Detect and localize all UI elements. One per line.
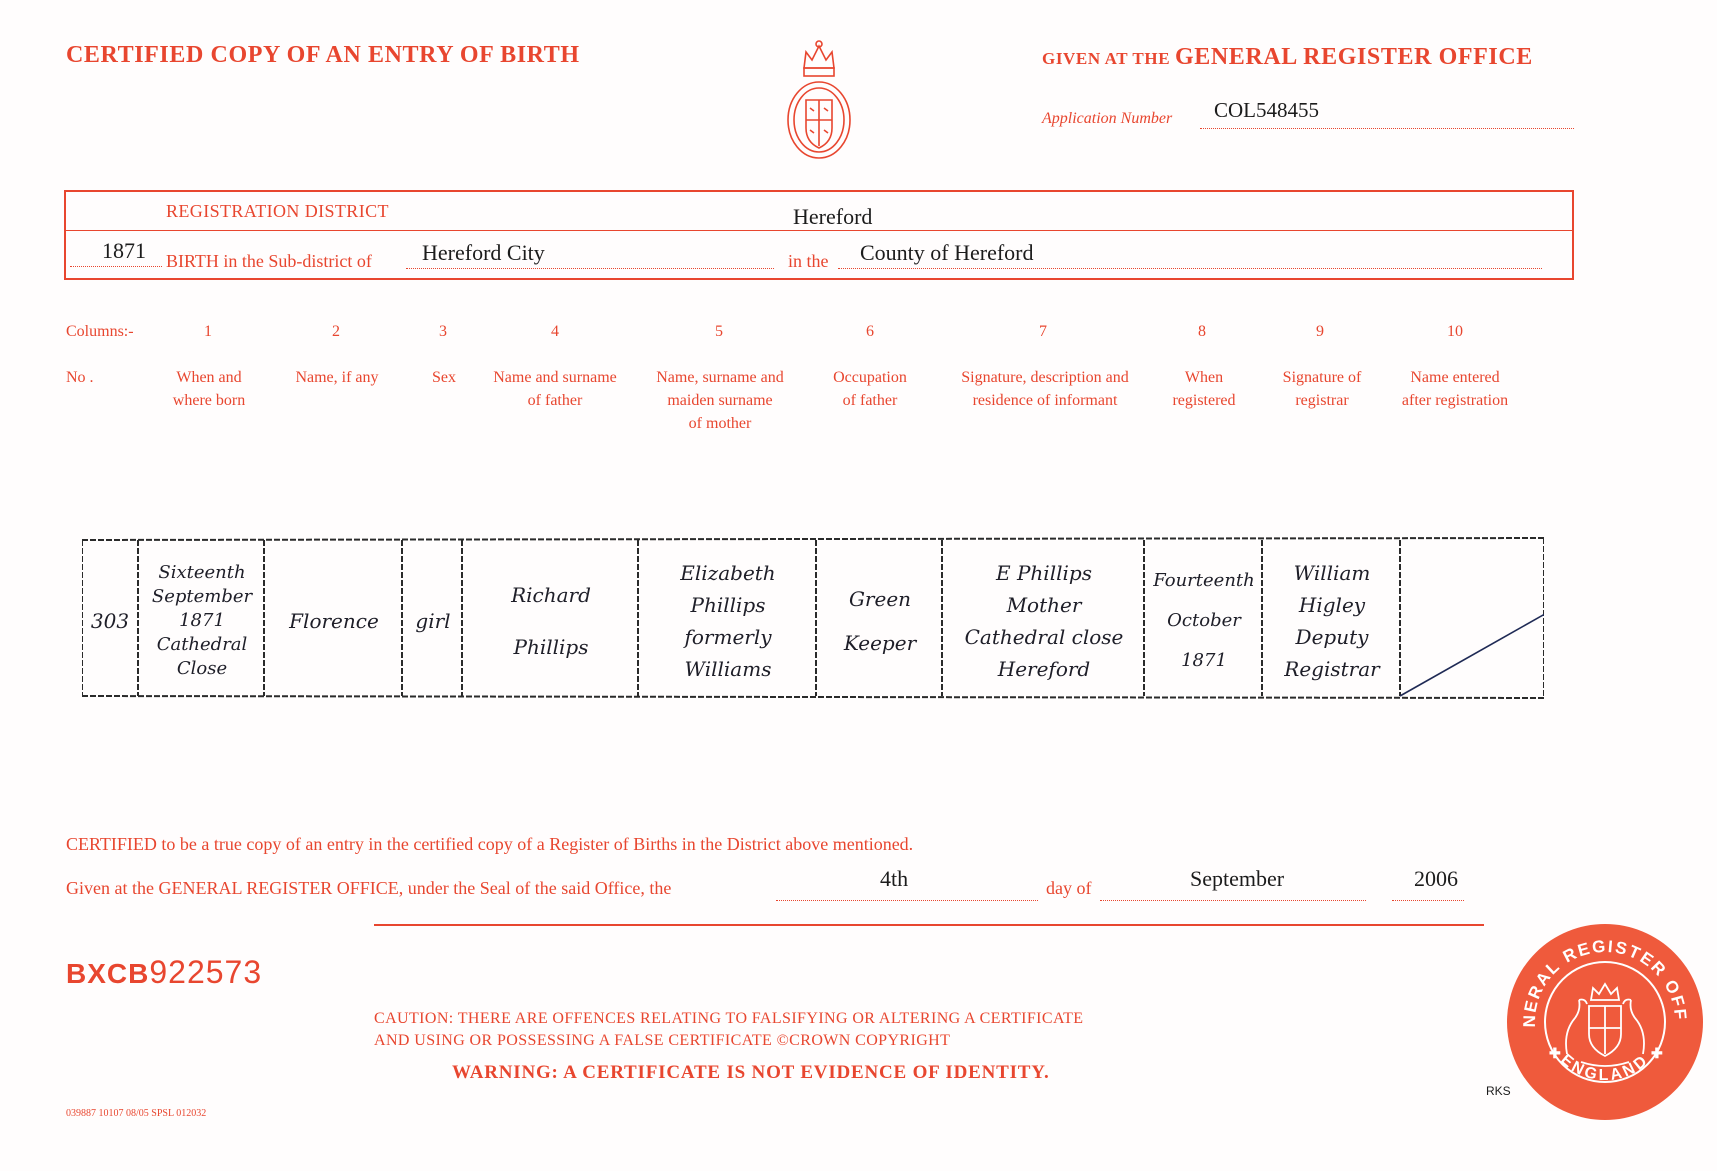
registration-box-divider [66, 230, 1572, 231]
entry-father: Richard Phillips [511, 583, 591, 659]
entry-mother: Elizabeth Phillips formerly Williams [680, 561, 776, 681]
entry-informant: E Phillips Mother Cathedral close Hereford [964, 561, 1124, 681]
in-the-label: in the [788, 251, 829, 271]
column-title-2: Name, if any [295, 369, 379, 386]
registration-district-label: REGISTRATION DISTRICT [166, 201, 389, 221]
column-title-1: When and where born [172, 369, 246, 409]
column-title-3: Sex [432, 369, 456, 386]
entry-after-registration [1402, 546, 1544, 696]
year-value: 2006 [1414, 866, 1458, 891]
given-at-label: GIVEN AT THE [1042, 49, 1171, 68]
column-number-10: 10 [1447, 323, 1463, 340]
form-codes: 039887 10107 08/05 SPSL 012032 [66, 1108, 207, 1119]
day-value: 4th [880, 866, 909, 891]
entry-registered: Fourteenth October 1871 [1153, 570, 1255, 671]
column-title-6: Occupation of father [833, 369, 907, 409]
county-line [838, 268, 1542, 269]
registration-district-value: Hereford [793, 204, 873, 229]
column-title-no: No . [66, 369, 94, 386]
caution-line-1: CAUTION: THERE ARE OFFENCES RELATING TO FALSIFYING OR ALTERING A CERTIFICATE [374, 1010, 1084, 1027]
birth-year-line [70, 266, 162, 267]
column-number-4: 4 [551, 323, 559, 340]
month-value: September [1190, 866, 1285, 891]
entry-no: 303 [90, 608, 130, 633]
application-number-label: Application Number [1042, 110, 1173, 127]
given-statement: Given at the GENERAL REGISTER OFFICE, under the Seal of the said Office, the [66, 878, 672, 898]
column-number-2: 2 [332, 323, 340, 340]
entry-registrar: William Higley Deputy Registrar [1284, 561, 1380, 681]
entry-name: Florence [289, 608, 379, 633]
column-title-9: Signature of registrar [1282, 369, 1362, 409]
sub-district-line [406, 268, 774, 269]
birth-year-value: 1871 [102, 238, 146, 263]
certificate-title: CERTIFIED COPY OF AN ENTRY OF BIRTH [66, 42, 580, 68]
column-title-5: Name, surname and maiden surname of mother [656, 369, 784, 432]
identity-warning: WARNING: A CERTIFICATE IS NOT EVIDENCE OF IDENTITY. [452, 1062, 1050, 1083]
svg-text:✚: ✚ [1549, 1045, 1561, 1061]
sub-district-label: BIRTH in the Sub-district of [166, 251, 372, 271]
register-entry [82, 536, 1544, 702]
application-number-line [1200, 128, 1574, 129]
entry-occupation: Green Keeper [843, 587, 917, 655]
svg-text:✚: ✚ [1651, 1045, 1663, 1061]
county-value: County of Hereford [860, 240, 1034, 265]
column-number-6: 6 [866, 323, 874, 340]
separator-rule [374, 924, 1484, 926]
caution-line-2: AND USING OR POSSESSING A FALSE CERTIFICATE ©CROWN COPYRIGHT [374, 1032, 951, 1049]
year-line [1392, 900, 1464, 901]
certified-statement: CERTIFIED to be a true copy of an entry in the certified copy of a Register of Births in the District above mentioned. [66, 834, 914, 854]
column-title-10: Name entered after registration [1401, 369, 1509, 409]
column-title-8: When registered [1172, 369, 1236, 409]
application-number-value: COL548455 [1214, 98, 1319, 122]
day-line [776, 900, 1038, 901]
seal-bottom-text: ENGLAND [1557, 1051, 1653, 1085]
column-number-5: 5 [715, 323, 723, 340]
column-number-1: 1 [204, 323, 212, 340]
seal-top-text: NERAL REGISTER OFF [1519, 936, 1691, 1028]
serial-prefix: BXCB [66, 958, 150, 989]
clerk-initials: RKS [1486, 1084, 1511, 1098]
month-line [1100, 900, 1366, 901]
sub-district-value: Hereford City [422, 240, 545, 265]
gro-seal-icon [1505, 922, 1705, 1122]
entry-when-where: Sixteenth September 1871 Cathedral Close [151, 562, 253, 679]
entry-sex: girl [415, 608, 451, 633]
column-title-4: Name and surname of father [493, 369, 617, 409]
column-number-9: 9 [1316, 323, 1324, 340]
day-of-label: day of [1046, 878, 1092, 898]
certificate-serial [66, 954, 262, 991]
column-number-7: 7 [1039, 323, 1047, 340]
columns-label: Columns:- [66, 323, 134, 340]
column-number-3: 3 [439, 323, 447, 340]
column-number-8: 8 [1198, 323, 1206, 340]
column-title-7: Signature, description and residence of informant [961, 369, 1129, 409]
given-at-header [1042, 44, 1533, 71]
royal-crest-icon [784, 38, 854, 164]
office-name: GENERAL REGISTER OFFICE [1175, 44, 1533, 70]
caution-notice [374, 1008, 1084, 1052]
serial-number: 922573 [149, 954, 263, 990]
